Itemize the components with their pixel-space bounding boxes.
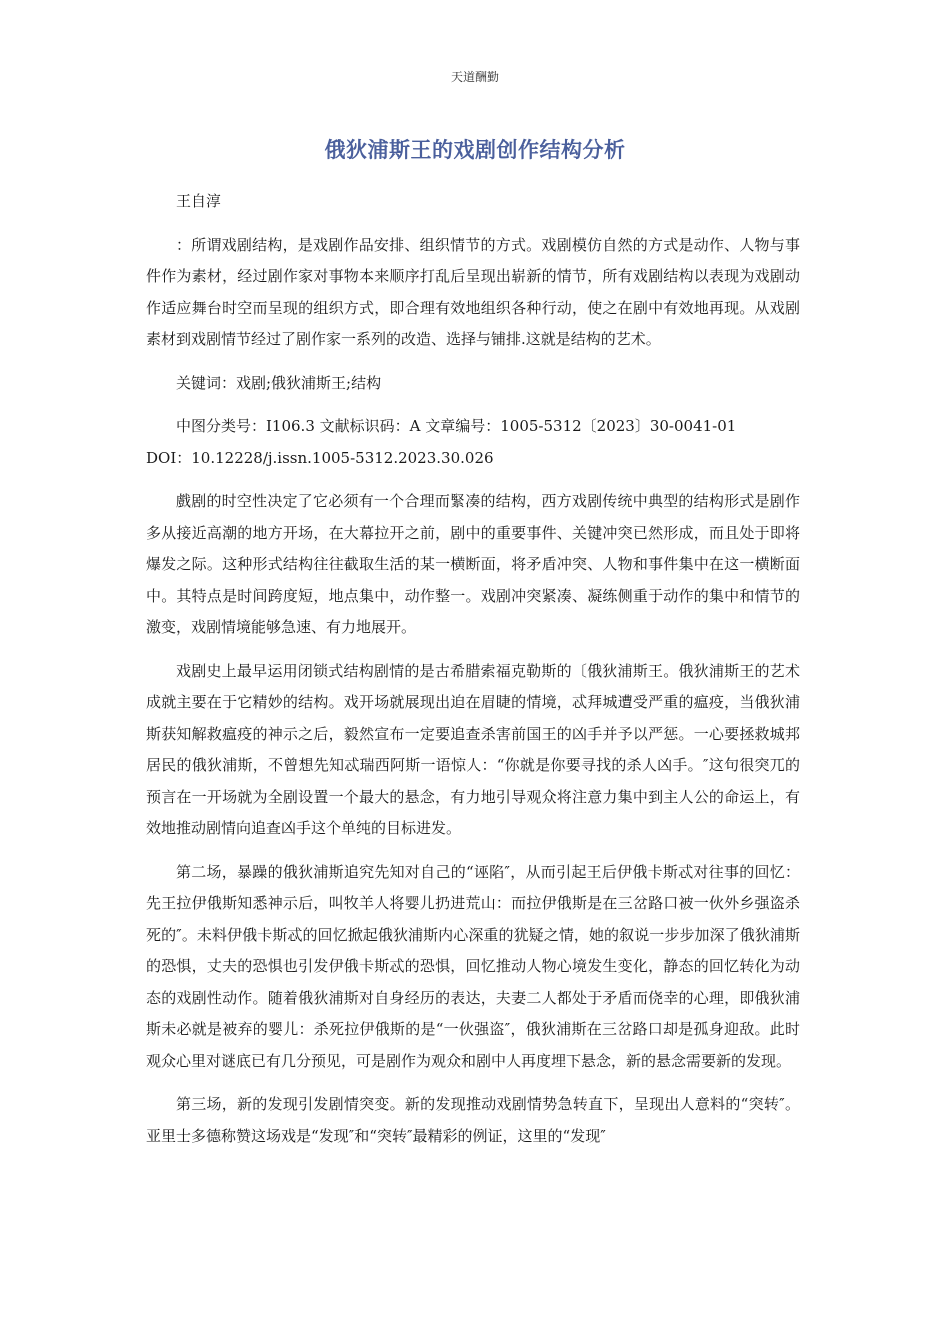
author-name: 王自淳	[176, 192, 222, 210]
publication-meta	[146, 411, 800, 474]
keywords-line: 关键词：戏剧;俄狄浦斯王;结构	[176, 373, 382, 392]
doi-line: DOI：10.12228/j.issn.1005-5312.2023.30.026	[146, 448, 494, 467]
article-body	[146, 186, 800, 1164]
classification-line: 中图分类号：I106.3 文献标识码：A 文章编号：1005-5312〔2023〕30-0041-01	[176, 417, 737, 435]
article-title: 俄狄浦斯王的戏剧创作结构分析	[324, 138, 626, 162]
page-header: 天道酬勤	[450, 70, 499, 84]
body-paragraph-2: 戏剧史上最早运用闭锁式结构剧情的是古希腊索福克勒斯的〔俄狄浦斯王。俄狄浦斯王的艺术成就主要在于它精妙的结构。戏开场就展现出迫在眉睫的情境，忒拜城遭受严重的瘟疫，当俄狄浦斯获知解救瘟疫的神示之后，毅然宣布一定要追查杀害前国王的凶手并予以严惩。一心要拯救城邦居民的俄狄浦斯，不曾想先知忒瑞西阿斯一语惊人：“你就是你要寻找的杀人凶手。″这句很突兀的预言在一开场就为全剧设置一个最大的悬念，有力地引导观众将注意力集中到主人公的命运上，有效地推动剧情向追查凶手这个单纯的目标进发。	[146, 661, 800, 837]
body-paragraph-1: 戲剧的时空性决定了它必须有一个合理而緊凑的结构，西方戏剧传统中典型的结构形式是剧作多从接近高潮的地方开场，在大幕拉开之前，剧中的重要事件、关键冲突已然形成，而且处于即将爆发之际。这种形式结构往往截取生活的某一横断面，将矛盾冲突、人物和事件集中在这一横断面中。其特点是时间跨度短，地点集中，动作整一。戏剧冲突紧凑、凝练侧重于动作的集中和情节的激变，戏剧情境能够急速、有力地展开。	[146, 492, 800, 636]
abstract-paragraph: ：所谓戏剧结构，是戏剧作品安排、组织情节的方式。戏剧模仿自然的方式是动作、人物与事件作为素材，经过剧作家对事物本来顺序打乱后呈现出崭新的情节，所有戏剧结构以表现为戏剧动作适应舞台时空而呈现的组织方式，即合理有效地组织各种行动，使之在剧中有效地再现。从戏剧素材到戏剧情节经过了剧作家一系列的改造、选择与铺排.这就是结构的艺术。	[146, 235, 800, 348]
body-paragraph-4: 第三场，新的发现引发剧情突变。新的发现推动戏剧情势急转直下，呈现出人意料的“突转″。亚里士多德称赞这场戏是“发现″和“突转″最精彩的例证，这里的“发现″	[146, 1095, 800, 1145]
body-paragraph-3: 第二场，暴躁的俄狄浦斯追究先知对自己的“诬陷″，从而引起王后伊俄卡斯忒对往事的回忆：先王拉伊俄斯知悉神示后，叫牧羊人将婴儿扔进荒山：而拉伊俄斯是在三岔路口被一伙外乡强盗杀死的″。未料伊俄卡斯忒的回忆掀起俄狄浦斯内心深重的犹疑之情，她的叙说一步步加深了俄狄浦斯的恐惧，丈夫的恐惧也引发伊俄卡斯忒的恐惧，回忆推动人物心境发生变化，静态的回忆转化为动态的戏剧性动作。随着俄狄浦斯对自身经历的表达，夫妻二人都处于矛盾而侥幸的心理，即俄狄浦斯未必就是被弃的婴儿：杀死拉伊俄斯的是“一伙强盗″，俄狄浦斯在三岔路口却是孤身迎敌。此时观众心里对谜底已有几分预见，可是剧作为观众和剧中人再度埋下悬念，新的悬念需要新的发现。	[146, 862, 800, 1070]
